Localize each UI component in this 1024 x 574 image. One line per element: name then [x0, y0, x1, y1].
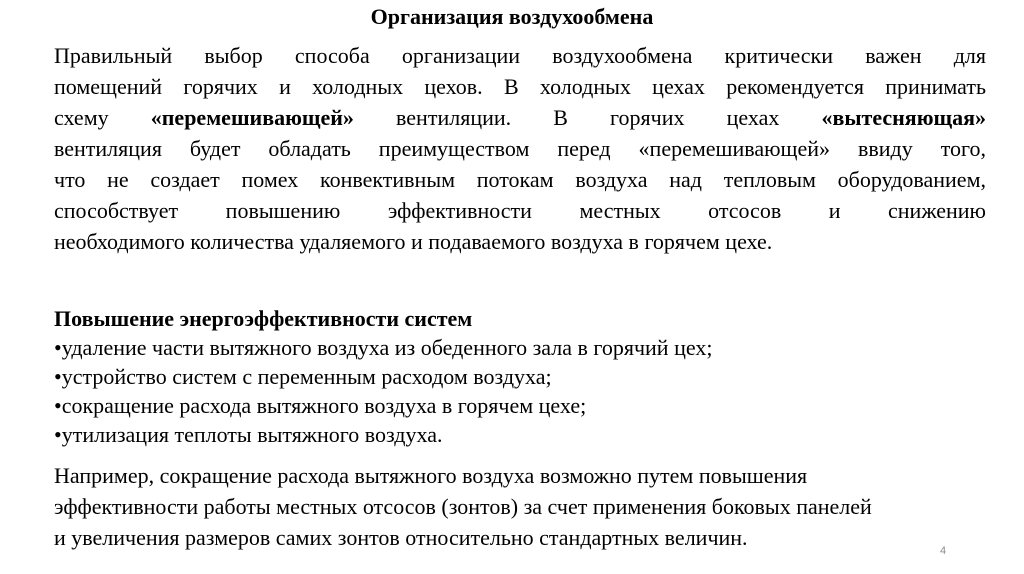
- intro-paragraph: [54, 40, 986, 257]
- bullet-item: •удаление части вытяжного воздуха из обеденного зала в горячий цех;: [54, 335, 713, 360]
- section-heading: Повышение энергоэффективности систем: [54, 306, 473, 331]
- paragraph-text: вентиляции. В горячих цехах: [353, 105, 822, 130]
- slide-title: Организация воздухообмена: [370, 4, 654, 29]
- paragraph-line: Правильный выбор способа организации воздухообмена критически важен для: [54, 43, 986, 68]
- bullet-item: •утилизация теплоты вытяжного воздуха.: [54, 422, 443, 447]
- bold-term-displacement: «вытесняющая»: [821, 105, 986, 130]
- paragraph-line: вентиляция будет обладать преимуществом перед «перемешивающей» ввиду того,: [54, 136, 986, 161]
- paragraph-text: схему: [54, 105, 151, 130]
- bullet-item: •сокращение расхода вытяжного воздуха в горячем цехе;: [54, 393, 587, 418]
- paragraph-line: Например, сокращение расхода вытяжного воздуха возможно путем повышения: [54, 463, 808, 488]
- paragraph-line: что не создает помех конвективным потокам воздуха над тепловым оборудованием,: [54, 167, 986, 192]
- paragraph-line: необходимого количества удаляемого и подаваемого воздуха в горячем цехе.: [54, 229, 773, 254]
- bold-term-mixing: «перемешивающей»: [150, 105, 354, 130]
- bullet-item: •устройство систем с переменным расходом воздуха;: [54, 364, 552, 389]
- paragraph-line: [54, 102, 986, 133]
- paragraph-line: способствует повышению эффективности местных отсосов и снижению: [54, 198, 986, 223]
- page-number: 4: [940, 545, 947, 557]
- energy-efficiency-section: [54, 304, 994, 449]
- paragraph-line: помещений горячих и холодных цехов. В холодных цехах рекомендуется принимать: [54, 74, 986, 99]
- paragraph-line: эффективности работы местных отсосов (зонтов) за счет применения боковых панелей: [54, 494, 872, 519]
- example-paragraph: [54, 460, 994, 553]
- paragraph-line: и увеличения размеров самих зонтов относительно стандартных величин.: [54, 525, 748, 550]
